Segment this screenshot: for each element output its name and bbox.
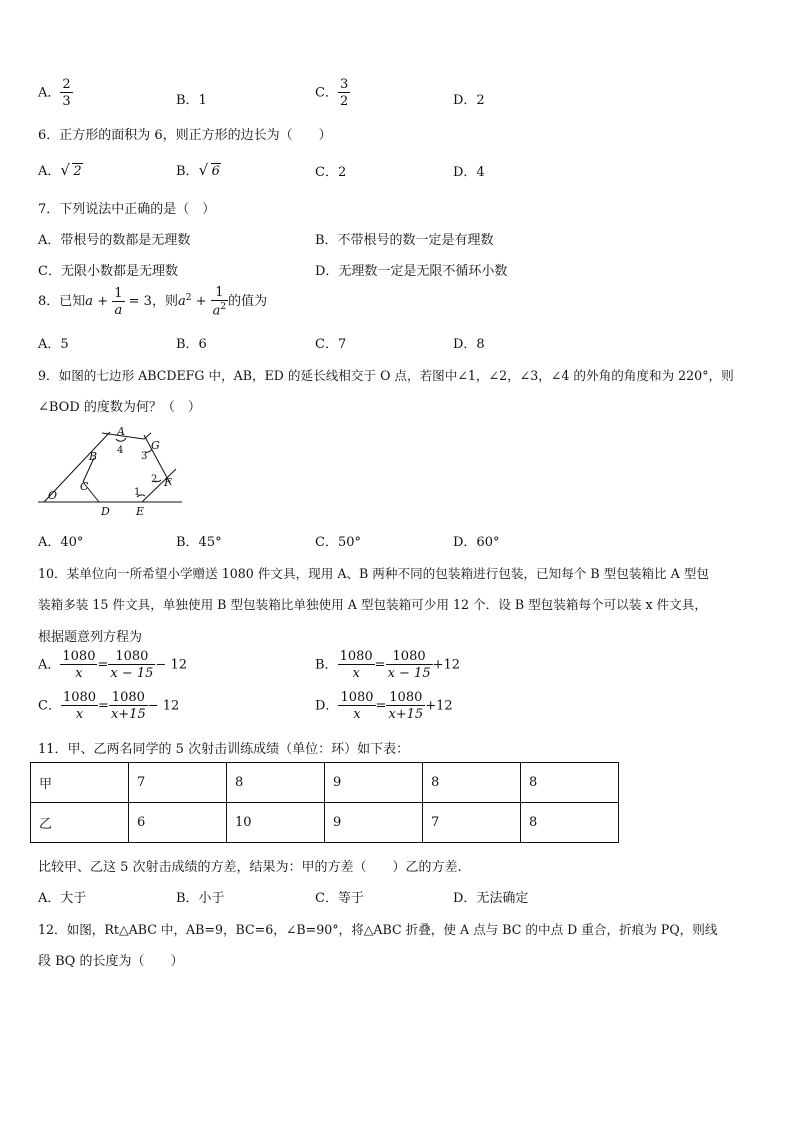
q6-stem: 6．正方形的面积为 6，则正方形的边长为（ ） [38, 128, 332, 143]
q7-option-c: C．无限小数都是无理数 [38, 264, 178, 279]
q9-option-a: A．40° [38, 535, 84, 550]
table-row [31, 763, 619, 803]
table-cell: 乙 [31, 803, 129, 843]
q8-fraction-1: $\frac{1}{a}$ [114, 285, 123, 318]
q11-score-table [30, 762, 619, 843]
table-cell: 8 [423, 763, 521, 803]
q10-option-c: C． $\frac{1080}{x}$ = $\frac{1080}{x+15}$ − 12 [38, 690, 180, 722]
q7-stem: 7．下列说法中正确的是（ ） [38, 202, 216, 217]
q9-angle-2: 2 [151, 474, 158, 485]
q9-stem-line2: ∠BOD 的度数为何？（ ） [38, 400, 201, 415]
table-cell: 9 [325, 803, 423, 843]
q6-option-a: A． √ 2 [38, 161, 82, 179]
q10-stem-line1: 10．某单位向一所希望小学赠送 1080 件文具，现用 A、B 两种不同的包装箱进行包装，已知每个 B 型包装箱比 A 型包 [38, 566, 709, 581]
q10-option-a: A． $\frac{1080}{x}$ = $\frac{1080}{x - 15}$ − 12 [38, 649, 187, 681]
q9-label-g: G [151, 439, 160, 452]
q9-heptagon-figure [30, 425, 195, 520]
q9-label-b: B [89, 450, 98, 463]
table-cell: 8 [521, 803, 619, 843]
q9-label-a: A [117, 425, 125, 438]
q10-stem-line2: 装箱多装 15 件文具，单独使用 B 型包装箱比单独使用 A 型包装箱可少用 12 个．设 B 型包装箱每个可以装 x 件文具， [38, 597, 707, 612]
q9-label-f: F [164, 476, 172, 489]
q10-stem-line3: 根据题意列方程为 [38, 630, 143, 645]
q9-label-d: D [101, 505, 110, 518]
table-cell: 9 [325, 763, 423, 803]
q12-stem-line1: 12．如图，Rt△ABC 中，AB=9，BC=6，∠B=90°，将△ABC 折叠，使 A 点与 BC 的中点 D 重合，折痕为 PQ，则线 [38, 922, 718, 937]
table-cell: 甲 [31, 763, 129, 803]
q9-label-c: C [80, 480, 89, 493]
q11-after-text: 比较甲、乙这 5 次射击成绩的方差，结果为：甲的方差（ ）乙的方差. [38, 860, 462, 875]
q8-option-c: C．7 [315, 337, 347, 352]
q9-angle-4: 4 [117, 445, 124, 456]
q8-fraction-2: $\frac{1}{a^2}$ [212, 285, 227, 319]
q12-stem-line2: 段 BQ 的长度为（ ） [38, 954, 184, 969]
q11-stem: 11．甲、乙两名同学的 5 次射击训练成绩（单位：环）如下表： [38, 742, 410, 757]
q9-stem-line1: 9．如图的七边形 ABCDEFG 中，AB，ED 的延长线相交于 O 点，若图中∠1，∠2，∠3，∠4 的外角的角度和为 220°，则 [38, 368, 734, 383]
q11-option-b: B．小于 [176, 891, 225, 906]
q5-option-b: B．1 [176, 93, 207, 108]
q6-option-c: C．2 [315, 165, 347, 180]
q8-option-b: B．6 [176, 337, 207, 352]
q5-option-a-fraction: $\frac{2}{3}$ [62, 77, 71, 109]
q9-angle-1: 1 [134, 487, 141, 498]
q6-option-b-sqrt: √ 6 [198, 161, 220, 179]
q10-option-b: B． $\frac{1080}{x}$ = $\frac{1080}{x - 15}$ +12 [315, 649, 461, 681]
q11-option-c: C．等于 [315, 891, 364, 906]
table-cell: 8 [227, 763, 325, 803]
q9-label-e: E [136, 505, 145, 518]
q5-option-c-fraction: $\frac{3}{2}$ [339, 77, 349, 109]
q7-option-b: B．不带根号的数一定是有理数 [315, 233, 494, 248]
table-cell: 7 [129, 763, 227, 803]
q9-edge-ag [102, 433, 151, 439]
q9-option-d: D．60° [453, 535, 500, 550]
q7-option-d: D．无理数一定是无限不循环小数 [315, 264, 508, 279]
q6-option-a-sqrt: √ 2 [60, 161, 82, 179]
table-cell: 7 [423, 803, 521, 843]
table-cell: 6 [129, 803, 227, 843]
table-row [31, 803, 619, 843]
q6-option-b: B． √ 6 [176, 161, 220, 179]
q9-arc-4 [116, 438, 126, 441]
q9-option-b: B．45° [176, 535, 222, 550]
q8-option-a: A．5 [38, 337, 69, 352]
table-cell: 10 [227, 803, 325, 843]
q7-option-a: A．带根号的数都是无理数 [38, 233, 191, 248]
q9-option-c: C．50° [315, 535, 361, 550]
q5-option-c: C． $\frac{3}{2}$ [315, 77, 349, 109]
q10-option-d: D． $\frac{1080}{x}$ = $\frac{1080}{x+15}$ +12 [315, 690, 453, 722]
q8-stem: 8．已知a + $\frac{1}{a}$ = 3，则$a^2$ + $\frac{1}{a^2}$ 的值为 [38, 285, 268, 319]
table-cell: 8 [521, 763, 619, 803]
q11-option-d: D．无法确定 [453, 891, 529, 906]
q5-option-d: D．2 [453, 93, 485, 108]
q11-option-a: A．大于 [38, 891, 87, 906]
q6-option-d: D．4 [453, 165, 485, 180]
q8-option-d: D．8 [453, 337, 485, 352]
q9-label-o: O [48, 489, 58, 502]
q5-option-a: A． $\frac{2}{3}$ [38, 77, 71, 109]
q9-angle-3: 3 [141, 451, 148, 462]
